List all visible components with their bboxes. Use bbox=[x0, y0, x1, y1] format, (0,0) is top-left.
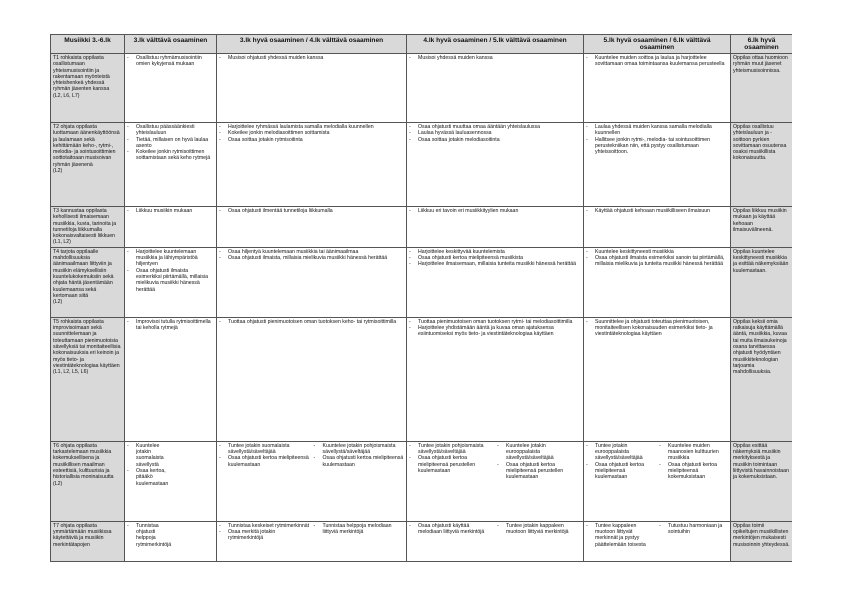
criteria-cell-4 bbox=[584, 247, 731, 317]
criteria-cell-3 bbox=[407, 207, 584, 248]
split-criteria bbox=[127, 443, 214, 487]
list-item: - Osallistuu päässäänkiesti yhteislauluun bbox=[127, 124, 214, 137]
list-item: - Harjoittelee keskittyvää kuuntelemista bbox=[409, 249, 581, 255]
list-item: - Kuuntelee jotakin eurooppalaista sävellystä/säveltäjää bbox=[497, 443, 581, 462]
criteria-cell-4 bbox=[584, 441, 731, 521]
good-level-cell: Oppilas toimii opikeltujen musiikillisten merkintöjen mukaisesti musisoinnin yhteydessä. bbox=[731, 521, 793, 561]
criteria-cell-2 bbox=[217, 123, 407, 207]
competence-tags: (L1, L2) bbox=[53, 239, 71, 246]
goal-cell bbox=[51, 521, 125, 561]
table-row bbox=[51, 441, 793, 521]
list-item: - Harjoittelee ilmaisemaan, millaisia tunteita musiikki hänessä herättää bbox=[409, 261, 581, 267]
split-right bbox=[310, 443, 405, 468]
list-item: - Tunnistaa keskeiset rytmimerkinnät bbox=[219, 523, 310, 529]
split-right bbox=[493, 523, 581, 536]
criteria-cell-3 bbox=[407, 247, 584, 317]
header-subject: Musiikki 3.-6.lk bbox=[51, 35, 125, 54]
list-item: - Osaa ohjatusti muuttaa omaa ääntään yhteislaulussa bbox=[409, 124, 581, 130]
list-item: - Osaa merkitä jotakin rytmimerkintöjä bbox=[219, 529, 310, 542]
goal-cell bbox=[51, 247, 125, 317]
criteria-list bbox=[219, 523, 310, 542]
competence-tags: (L2) bbox=[53, 480, 63, 487]
split-left bbox=[127, 523, 171, 548]
list-item: - Kuuntelee muiden soittoa ja laulua ja harjoittelee sovittamaan omaa toimintaansa kuulemansa perusteella bbox=[586, 55, 728, 68]
goal-text: T4 tarjota oppilaalle mahdollisuuksia äänimaailmaan liittyviin ja musiikin elämyksellisiin kuuntelukokemuksiin sekä ohjata häntä jäsentämään kuulemaansa sekä kertomaan siitä bbox=[53, 248, 114, 299]
criteria-list bbox=[586, 319, 728, 338]
split-right bbox=[655, 523, 728, 548]
list-item: - Tuntee jotakin kappaleen muotoon liittyviä merkintöjä bbox=[497, 523, 581, 536]
goal-text: T6 ohjata oppilasta tarkastelemaan musiikkia kokemuksellisena ja musiikillisen maailman esteettisiä, kulttuurisia ja historiallisia moninaisuutta bbox=[53, 442, 114, 481]
criteria-cell-2 bbox=[217, 441, 407, 521]
split-left bbox=[219, 523, 310, 542]
criteria-cell-4 bbox=[584, 123, 731, 207]
goal-text: T7 ohjata oppilasta ymmärtämään musiikissa käytettäviä ja musiikin merkintätapojen bbox=[53, 522, 112, 548]
split-criteria bbox=[127, 523, 214, 548]
competence-tags: (L2, L6, L7) bbox=[53, 92, 80, 99]
criteria-list bbox=[314, 443, 405, 468]
goal-text: T3 kannustaa oppilasta kehollisesti ilmaisemaan musiikkia, kuvia, tarinoita ja tunnetiloja liikkumalla kokonaisvaltaisesti liikkuen bbox=[53, 208, 117, 240]
criteria-list bbox=[409, 55, 581, 61]
criteria-cell-1 bbox=[125, 521, 217, 561]
list-item: - Tutustuu harmoniaan ja sointuihin bbox=[659, 523, 728, 536]
criteria-cell-1 bbox=[125, 54, 217, 123]
criteria-cell-3 bbox=[407, 521, 584, 561]
criteria-cell-1 bbox=[125, 207, 217, 248]
goal-text: T2 ohjata oppilasta luottamaan äänenkäyttöönsä ja laulamaan sekä kehittämään keho-, rytmi-, melodia- ja sointusoittimien soittotaitoaan musisoivan ryhmän jäsenenä bbox=[53, 124, 120, 168]
header-grade4-good: 4.lk hyvä osaaminen / 5.lk välttävä osaaminen bbox=[407, 35, 584, 54]
list-item: - Harjoittelee ryhmässä laulamista samalla melodialla kuunnellen bbox=[219, 124, 404, 130]
list-item: - Tuottaa pienimuotoisen oman tuotoksen rytmi- tai melodiasoittimilla bbox=[409, 319, 581, 325]
list-item: - Osaa ohjatusti kertoa mielipiteensä kokemuksistaan bbox=[659, 462, 728, 481]
criteria-cell-2 bbox=[217, 317, 407, 441]
list-item: - Harjoittelee yhdistämään ääntä ja kuvaa oman ajatuksensa esiintuomiseksi myös tieto- ja viestintäteknologiaa käyttäen bbox=[409, 325, 581, 338]
split-criteria bbox=[586, 523, 728, 548]
list-item: - Tuottaa ohjatusti pienimuotoisen oman tuotoksen keho- tai rytmisoittimilla bbox=[219, 319, 404, 325]
list-item: - Musisoi yhdessä muiden kanssa bbox=[409, 55, 581, 61]
criteria-list bbox=[219, 249, 404, 262]
table-row bbox=[51, 247, 793, 317]
list-item: - Osaa ohjatusti ilmentää tunnetiloja liikkumalla bbox=[219, 208, 404, 214]
criteria-list bbox=[586, 249, 728, 268]
header-grade3-passing: 3.lk välttävä osaaminen bbox=[125, 35, 217, 54]
split-criteria bbox=[219, 523, 404, 542]
criteria-cell-3 bbox=[407, 54, 584, 123]
criteria-cell-1 bbox=[125, 123, 217, 207]
criteria-list bbox=[586, 55, 728, 68]
criteria-list bbox=[127, 55, 214, 68]
criteria-list bbox=[219, 319, 404, 325]
split-left bbox=[409, 523, 493, 536]
split-criteria bbox=[219, 443, 404, 468]
list-item: - Osaa ohjatusti kertoa mielipiteensä musiikista bbox=[409, 255, 581, 261]
criteria-cell-4 bbox=[584, 521, 731, 561]
list-item: - Osallistuu ryhmämusisointiin omien kykyjensä mukaan bbox=[127, 55, 214, 68]
criteria-list bbox=[127, 443, 169, 487]
list-item: - Osaa hiljentyä kuuntelemaan musiikkia tai äänimaailmaa bbox=[219, 249, 404, 255]
criteria-list bbox=[314, 523, 405, 536]
split-right bbox=[493, 443, 581, 481]
criteria-cell-1 bbox=[125, 317, 217, 441]
competence-tags: (L1, L2, L5, L6) bbox=[53, 369, 89, 376]
goal-cell bbox=[51, 207, 125, 248]
header-grade3-good: 3.lk hyvä osaaminen / 4.lk välttävä osaaminen bbox=[217, 35, 407, 54]
criteria-list bbox=[409, 443, 493, 474]
curriculum-table-page bbox=[50, 34, 792, 595]
list-item: - Improvisoi tutulla rytmisoittimella tai keholla rytmejä bbox=[127, 319, 214, 332]
split-right bbox=[171, 523, 214, 548]
split-right bbox=[310, 523, 405, 542]
split-left bbox=[586, 523, 655, 548]
criteria-cell-1 bbox=[125, 441, 217, 521]
criteria-list bbox=[497, 443, 581, 481]
goal-cell bbox=[51, 123, 125, 207]
list-item: - Osaa soittaa jotakin melodiasoitinta bbox=[409, 137, 581, 143]
table-row bbox=[51, 207, 793, 248]
goal-text: T1 rohkaista oppilasta osallistumaan yhteismusisointiin ja rakentamaan myönteistä yhteishenkeä yhdessä ryhmän jäsenten kanssa bbox=[53, 55, 110, 93]
criteria-list bbox=[127, 249, 214, 293]
list-item: - Käyttää ohjatusti kehoaan musiikilliseen ilmaisuun bbox=[586, 208, 728, 214]
criteria-cell-4 bbox=[584, 207, 731, 248]
list-item: - Osaa ohjatusti kertoa mielipiteensä perustellen kuulemastaan bbox=[497, 462, 581, 481]
criteria-list bbox=[127, 523, 171, 548]
criteria-list bbox=[219, 443, 310, 468]
criteria-list bbox=[219, 55, 404, 61]
music-assessment-table bbox=[50, 34, 792, 562]
list-item: - Suunnittelee ja ohjatusti toteuttaa pienimuotoisen, monitaiteellisen kokonaisuuden esimerkiksi tieto- ja viestintäteknologiaa käyttäen bbox=[586, 319, 728, 338]
criteria-cell-4 bbox=[584, 317, 731, 441]
split-right bbox=[655, 443, 728, 481]
list-item: - Liikkuu musiikin mukaan bbox=[127, 208, 214, 214]
list-item: - Osaa ohjatusti kertoa mielipiteensä kuulemastaan bbox=[219, 455, 310, 468]
list-item: - Hallitsee jonkin rytmi-, melodia- tai sointusoittimen perustekniikan niin, että pystyy osallistumaan yhteissoittoon. bbox=[586, 137, 728, 156]
list-item: - Tuntee jotakin suomalaista sävellystä/säveltäjää bbox=[219, 443, 310, 456]
list-item: - Musisoi ohjatusti yhdessä muiden kanssa bbox=[219, 55, 404, 61]
goal-cell bbox=[51, 54, 125, 123]
list-item: - Osaa ohjatusti kertoa mielipiteensä kuulemastaan bbox=[314, 455, 405, 468]
table-row bbox=[51, 123, 793, 207]
list-item: - Osaa kertoa, pitääkö kuulemastaan bbox=[127, 468, 169, 487]
criteria-cell-2 bbox=[217, 54, 407, 123]
criteria-list bbox=[409, 208, 581, 214]
criteria-list bbox=[409, 319, 581, 338]
split-left bbox=[219, 443, 310, 468]
list-item: - Tunnistaa helppoja melodiaan liittyviä merkintöjä bbox=[314, 523, 405, 536]
criteria-cell-2 bbox=[217, 247, 407, 317]
good-level-cell: Oppilas esittää näkemyksiä musiikin merkityksestä ja musiikin toimintaan liittyvistä havainnoistaan ja kokemuksistaan. bbox=[731, 441, 793, 521]
competence-tags: (L2) bbox=[53, 168, 63, 175]
list-item: - Laulaa yhdessä muiden kanssa samalla melodialla kuunnellen bbox=[586, 124, 728, 137]
list-item: - Tunnistaa ohjatusti helppoja rytmimerkintöjä bbox=[127, 523, 171, 548]
criteria-list bbox=[127, 124, 214, 162]
criteria-cell-3 bbox=[407, 317, 584, 441]
competence-tags: (L2) bbox=[53, 299, 63, 306]
goal-text: T5 rohkaista oppilasta improvisoimaan sekä suunnittelemaan ja toteuttamaan pienimuotoisia sävellyksiä tai monitaiteellisia kokonaisuuksia eri keinoin ja myös tieto- ja viestintäteknologiaa käyttäen bbox=[53, 318, 121, 369]
criteria-list bbox=[409, 523, 493, 536]
criteria-list bbox=[409, 124, 581, 143]
criteria-cell-2 bbox=[217, 521, 407, 561]
criteria-cell-3 bbox=[407, 441, 584, 521]
good-level-cell: Oppilas osallistuu yhteislauluun ja -soittoon pyrkien sovittamaan osuutensa osaksi musiikillista kokonaisuutta. bbox=[731, 123, 793, 207]
list-item: - Kokeilee jonkin rytmisoittimen soittamistaan sekä keho rytmejä bbox=[127, 149, 214, 162]
list-item: - Osaa ohjatusti kertoa mielipiteensä kuulemastaan bbox=[586, 462, 655, 481]
criteria-list bbox=[586, 208, 728, 214]
split-criteria bbox=[409, 443, 581, 481]
list-item: - Kuuntelee keskittyneesti musiikkia bbox=[586, 249, 728, 255]
list-item: - Osaa ohjatusti kertoa mielipiteensä perustellen kuulemastaan bbox=[409, 455, 493, 474]
good-level-cell: Oppilas liikkuu musiikin mukaan ja käyttää kehoaan ilmaisuvälineenä. bbox=[731, 207, 793, 248]
list-item: - Kuuntelee jotakin suomalaista sävellystä bbox=[127, 443, 169, 468]
criteria-list bbox=[219, 124, 404, 143]
list-item: - Osaa ohjatusti ilmaista esimerkiksi sanoin tai piirtämällä, millaisia mielikuvia ja tunteita musiikki hänessä herättää bbox=[586, 255, 728, 268]
header-grade6-good: 6.lk hyvä osaaminen bbox=[731, 35, 793, 54]
list-item: - Osaa soittaa jotakin rytmisoitinta bbox=[219, 137, 404, 143]
criteria-cell-1 bbox=[125, 247, 217, 317]
criteria-cell-4 bbox=[584, 54, 731, 123]
criteria-list bbox=[219, 208, 404, 214]
split-left bbox=[586, 443, 655, 481]
criteria-list bbox=[497, 523, 581, 536]
criteria-list bbox=[586, 124, 728, 155]
criteria-cell-3 bbox=[407, 123, 584, 207]
criteria-list bbox=[127, 319, 214, 332]
list-item: - Laulaa hyvässä lauluasennossa bbox=[409, 130, 581, 136]
criteria-cell-2 bbox=[217, 207, 407, 248]
split-left bbox=[127, 443, 169, 487]
list-item: - Liikkuu eri tavoin eri musiikkityylien mukaan bbox=[409, 208, 581, 214]
good-level-cell: Oppilas keksii omia ratkaisuja käyttämällä ääntä, musiikkia, kuvaa tai muita ilmaisukeinoja osana tarvittaessa ohjatusti hyödyntäen musiikkiteknologian tarjoamia mahdollisuuksia. bbox=[731, 317, 793, 441]
good-level-cell: Oppilas ottaa huomioon ryhmän muut jäsenet yhteismusisoinnissa. bbox=[731, 54, 793, 123]
split-criteria bbox=[586, 443, 728, 481]
list-item: - Tuntee kappaleen muotoon liittyvät merkinnät ja pystyy päättelemään toisesta bbox=[586, 523, 655, 548]
list-item: - Osaa ohjatusti käyttää melodiaan liittyviä merkintöjä bbox=[409, 523, 493, 536]
split-left bbox=[409, 443, 493, 481]
list-item: - Tuntee jotakin eurooppalaista sävellystä/säveltäjää bbox=[586, 443, 655, 462]
list-item: - Osaa ohjatusti ilmaista, millaisia mielikuvia musiikki hänessä herättää bbox=[219, 255, 404, 261]
split-right bbox=[169, 443, 215, 487]
list-item: - Kuuntelee muiden maanosien kulttuurien musiikkia bbox=[659, 443, 728, 462]
criteria-list bbox=[127, 208, 214, 214]
list-item: - Kuuntelee jotakin pohjoismaista sävellystä/säveltäjää bbox=[314, 443, 405, 456]
goal-cell bbox=[51, 441, 125, 521]
split-criteria bbox=[409, 523, 581, 536]
criteria-list bbox=[586, 443, 655, 481]
goal-cell bbox=[51, 317, 125, 441]
table-row bbox=[51, 54, 793, 123]
header-row bbox=[51, 35, 793, 54]
list-item: - Kokeilee jonkin melodiasoittimen soittamista bbox=[219, 130, 404, 136]
list-item: - Tuntee jotakin pohjoismaista sävellystä/säveltäjää bbox=[409, 443, 493, 456]
list-item: - Tietää, millaisen on hyvä laulaa asento bbox=[127, 137, 214, 150]
header-grade5-good: 5.lk hyvä osaaminen / 6.lk välttävä osaaminen bbox=[584, 35, 731, 54]
criteria-list bbox=[409, 249, 581, 268]
criteria-list bbox=[659, 443, 728, 481]
good-level-cell: Oppilas kuuntelee keskittyneesti musiikkia ja esittää näkemyksiään kuulemastaan. bbox=[731, 247, 793, 317]
list-item: - Harjoittelee kuuntelemaan musiikkia ja lähiympäristöä hiljentyen bbox=[127, 249, 214, 268]
criteria-list bbox=[659, 523, 728, 536]
table-row bbox=[51, 521, 793, 561]
criteria-list bbox=[586, 523, 655, 548]
list-item: - Osaa ohjatusti ilmaista esimerkiksi piirtämällä, millaisia mielikuvia musiikki hänessä herättää bbox=[127, 268, 214, 293]
table-row bbox=[51, 317, 793, 441]
